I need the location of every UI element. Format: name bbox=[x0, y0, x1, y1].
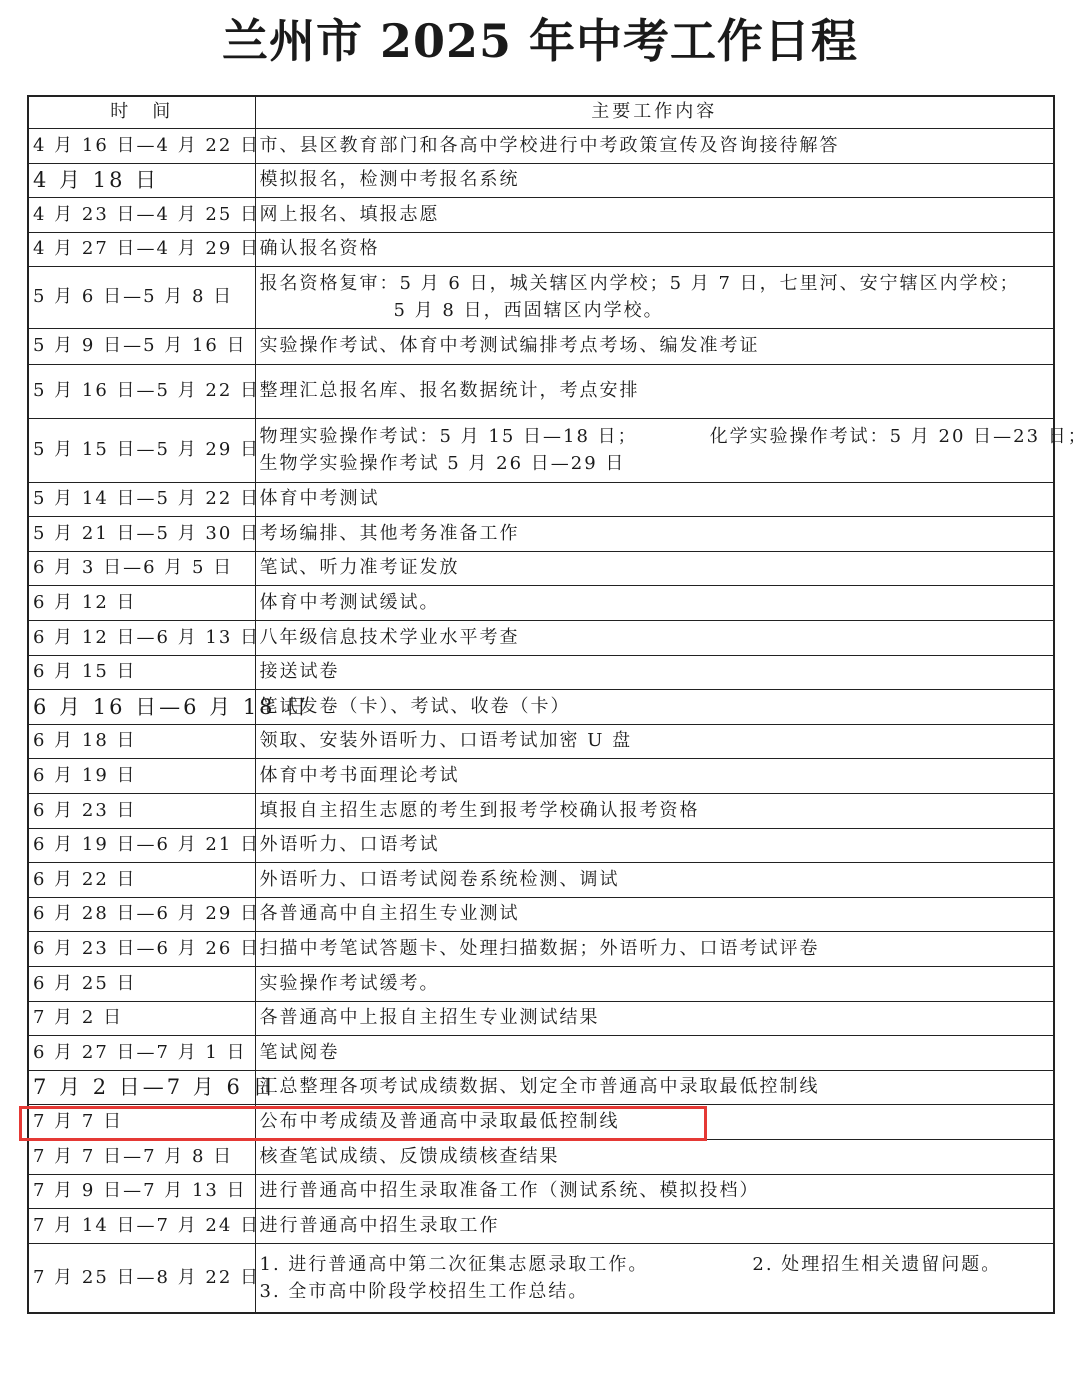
row-time: 7 月 2 日 bbox=[28, 1001, 255, 1035]
row-content: 笔试、听力准考证发放 bbox=[255, 551, 1054, 585]
table-header-row bbox=[28, 96, 1054, 128]
table-row bbox=[28, 1174, 1054, 1208]
row-time: 5 月 9 日—5 月 16 日 bbox=[28, 328, 255, 364]
row-content: 实验操作考试缓考。 bbox=[255, 966, 1054, 1001]
header-time: 时 间 bbox=[28, 96, 255, 128]
row-time: 6 月 19 日—6 月 21 日 bbox=[28, 828, 255, 862]
content-line: 3. 全市高中阶段学校招生工作总结。 bbox=[259, 1280, 589, 1302]
content-line: 5 月 8 日，西固辖区内学校。 bbox=[393, 300, 664, 321]
table-row bbox=[28, 724, 1054, 758]
table-row bbox=[28, 1104, 1054, 1139]
row-time: 5 月 6 日—5 月 8 日 bbox=[28, 266, 255, 328]
row-content: 接送试卷 bbox=[255, 655, 1054, 689]
table-row bbox=[28, 418, 1054, 482]
row-content: 扫描中考笔试答题卡、处理扫描数据；外语听力、口语考试评卷 bbox=[255, 931, 1054, 966]
schedule-table bbox=[27, 95, 1088, 1314]
row-time: 6 月 22 日 bbox=[28, 862, 255, 897]
row-time: 6 月 12 日 bbox=[28, 585, 255, 620]
row-content: 八年级信息技术学业水平考查 bbox=[255, 620, 1054, 655]
table-row bbox=[28, 364, 1054, 418]
row-time: 6 月 27 日—7 月 1 日 bbox=[28, 1035, 255, 1070]
row-time: 6 月 25 日 bbox=[28, 966, 255, 1001]
row-content: 各普通高中上报自主招生专业测试结果 bbox=[255, 1001, 1054, 1035]
row-content: 确认报名资格 bbox=[255, 232, 1054, 266]
row-time: 6 月 16 日—6 月 18 日 bbox=[28, 689, 255, 724]
row-time: 5 月 16 日—5 月 22 日 bbox=[28, 364, 255, 418]
content-part: 化学实验操作考试：5 月 20 日—23 日； bbox=[709, 426, 1088, 447]
row-content: 体育中考书面理论考试 bbox=[255, 758, 1054, 793]
row-content: 笔试发卷（卡）、考试、收卷（卡） bbox=[255, 689, 1054, 724]
row-content bbox=[255, 266, 1054, 328]
table-row bbox=[28, 163, 1054, 197]
row-time: 7 月 7 日 bbox=[28, 1104, 255, 1139]
row-time: 5 月 14 日—5 月 22 日 bbox=[28, 482, 255, 516]
row-content: 网上报名、填报志愿 bbox=[255, 197, 1054, 232]
row-content: 进行普通高中招生录取工作 bbox=[255, 1208, 1054, 1243]
table-row bbox=[28, 862, 1054, 897]
row-time: 7 月 9 日—7 月 13 日 bbox=[28, 1174, 255, 1208]
row-time: 6 月 28 日—6 月 29 日 bbox=[28, 897, 255, 931]
row-time: 6 月 15 日 bbox=[28, 655, 255, 689]
header-content: 主要工作内容 bbox=[255, 96, 1054, 128]
row-content: 各普通高中自主招生专业测试 bbox=[255, 897, 1054, 931]
table-row bbox=[28, 655, 1054, 689]
content-line: 报名资格复审：5 月 6 日，城关辖区内学校；5 月 7 日，七里河、安宁辖区内学校； bbox=[259, 273, 1020, 294]
table-row bbox=[28, 1139, 1054, 1174]
table-row bbox=[28, 793, 1054, 828]
row-time: 7 月 25 日—8 月 22 日 bbox=[28, 1243, 255, 1313]
table-row bbox=[28, 482, 1054, 516]
row-time: 6 月 23 日 bbox=[28, 793, 255, 828]
row-time: 4 月 27 日—4 月 29 日 bbox=[28, 232, 255, 266]
table-row bbox=[28, 689, 1054, 724]
content-line bbox=[259, 423, 1088, 450]
table-row bbox=[28, 232, 1054, 266]
row-content: 外语听力、口语考试 bbox=[255, 828, 1054, 862]
table-row bbox=[28, 1070, 1054, 1104]
table-row bbox=[28, 1035, 1054, 1070]
row-content bbox=[255, 418, 1088, 482]
table-row bbox=[28, 551, 1054, 585]
row-time: 6 月 18 日 bbox=[28, 724, 255, 758]
row-content: 体育中考测试 bbox=[255, 482, 1054, 516]
table-row bbox=[28, 197, 1054, 232]
table-row bbox=[28, 620, 1054, 655]
row-content: 体育中考测试缓试。 bbox=[255, 585, 1054, 620]
row-time: 7 月 2 日—7 月 6 日 bbox=[28, 1070, 255, 1104]
row-content: 填报自主招生志愿的考生到报考学校确认报考资格 bbox=[255, 793, 1054, 828]
row-content: 汇总整理各项考试成绩数据、划定全市普通高中录取最低控制线 bbox=[255, 1070, 1054, 1104]
row-time: 6 月 3 日—6 月 5 日 bbox=[28, 551, 255, 585]
row-time: 6 月 23 日—6 月 26 日 bbox=[28, 931, 255, 966]
row-time: 7 月 14 日—7 月 24 日 bbox=[28, 1208, 255, 1243]
content-part: 2. 处理招生相关遗留问题。 bbox=[752, 1253, 1002, 1275]
row-time: 6 月 19 日 bbox=[28, 758, 255, 793]
row-content: 进行普通高中招生录取准备工作（测试系统、模拟投档） bbox=[255, 1174, 1054, 1208]
row-content: 整理汇总报名库、报名数据统计，考点安排 bbox=[255, 364, 1054, 418]
row-time: 4 月 18 日 bbox=[28, 163, 255, 197]
row-content: 模拟报名，检测中考报名系统 bbox=[255, 163, 1054, 197]
row-time: 6 月 12 日—6 月 13 日 bbox=[28, 620, 255, 655]
table-row bbox=[28, 266, 1054, 328]
row-content: 外语听力、口语考试阅卷系统检测、调试 bbox=[255, 862, 1054, 897]
row-content: 公布中考成绩及普通高中录取最低控制线 bbox=[255, 1104, 1054, 1139]
row-time: 7 月 7 日—7 月 8 日 bbox=[28, 1139, 255, 1174]
page-title: 兰州市 2025 年中考工作日程 bbox=[221, 14, 859, 68]
row-time: 5 月 21 日—5 月 30 日 bbox=[28, 516, 255, 551]
row-content bbox=[255, 1243, 1054, 1313]
table-row bbox=[28, 585, 1054, 620]
table-row bbox=[28, 897, 1054, 931]
row-content: 领取、安装外语听力、口语考试加密 U 盘 bbox=[255, 724, 1054, 758]
content-line bbox=[260, 1251, 1050, 1278]
table-row bbox=[28, 516, 1054, 551]
row-content: 实验操作考试、体育中考测试编排考点考场、编发准考证 bbox=[255, 328, 1054, 364]
row-time: 4 月 16 日—4 月 22 日 bbox=[28, 128, 255, 163]
table-row bbox=[28, 328, 1054, 364]
table-row bbox=[28, 1001, 1054, 1035]
table-row bbox=[28, 931, 1054, 966]
table-row bbox=[28, 828, 1054, 862]
table-row bbox=[28, 966, 1054, 1001]
table-row bbox=[28, 758, 1054, 793]
table-row bbox=[28, 1208, 1054, 1243]
content-part: 1. 进行普通高中第二次征集志愿录取工作。 bbox=[259, 1253, 649, 1275]
row-content: 笔试阅卷 bbox=[255, 1035, 1054, 1070]
row-time: 5 月 15 日—5 月 29 日 bbox=[28, 418, 255, 482]
row-content: 考场编排、其他考务准备工作 bbox=[255, 516, 1054, 551]
row-time: 4 月 23 日—4 月 25 日 bbox=[28, 197, 255, 232]
row-content: 市、县区教育部门和各高中学校进行中考政策宣传及咨询接待解答 bbox=[255, 128, 1054, 163]
row-content: 核查笔试成绩、反馈成绩核查结果 bbox=[255, 1139, 1054, 1174]
content-line: 生物学实验操作考试 5 月 26 日—29 日 bbox=[259, 453, 626, 474]
table-row bbox=[28, 1243, 1054, 1313]
content-part: 物理实验操作考试：5 月 15 日—18 日； bbox=[259, 426, 638, 447]
table-row bbox=[28, 128, 1054, 163]
